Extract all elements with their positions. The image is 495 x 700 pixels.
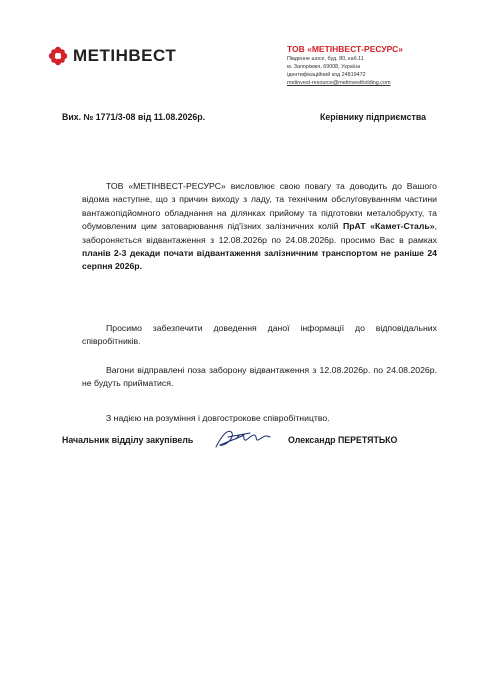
paragraph-main-part-1: ТОВ «МЕТІНВЕСТ-РЕСУРС» висловлює свою повагу та доводить до Вашого відома наступне, що з причин виходу з ладу, та технічним обслуговуванням частини вантажопідйомного обладнання на ділянках прийому та підготовки металобрухту, та обумовленим цим затоварювання під'їзних залізничних колій <box>82 181 437 232</box>
company-address-street: Південне шосе, буд. 80, каб.11 <box>287 56 364 62</box>
signature-block <box>62 435 462 455</box>
handwritten-signature <box>210 427 280 453</box>
company-email: metinvest-resource@metinvestholding.com <box>287 80 391 86</box>
logo-wordmark: МЕТІНВЕСТ <box>73 46 177 65</box>
paragraph-request <box>82 322 437 349</box>
signatory-name: Олександр ПЕРЕТЯТЬКО <box>288 435 398 445</box>
paragraph-main-company: ПрАТ «Камет-Сталь» <box>343 221 435 232</box>
company-address-city: м. Запоріжжя, 69008, Україна <box>287 64 361 70</box>
paragraph-wagons-text: Вагони відправлені поза заборону відвантаження з 12.08.2026р. по 24.08.2026р. не будуть прийматися. <box>82 365 437 389</box>
metinvest-logo-icon <box>47 45 69 67</box>
company-logo <box>47 45 176 67</box>
company-id-code: ідентифікаційний код 24819472 <box>287 72 366 78</box>
paragraph-main-emphasis: планів 2-3 декади почати відвантаження залізничним транспортом не раніше 24 серпня 2026р. <box>82 248 437 272</box>
paragraph-wagons <box>82 364 437 391</box>
paragraph-closing <box>82 412 437 425</box>
outgoing-number: Вих. № 1771/3-08 від 11.08.2026р. <box>62 112 206 122</box>
paragraph-request-text: Просимо забезпечити доведення даної інформації до відповідальних співробітників. <box>82 323 437 347</box>
signatory-title: Начальник відділу закупівель <box>62 435 194 445</box>
paragraph-closing-text: З надією на розуміння і довгострокове співробітництво. <box>106 413 330 423</box>
addressee: Керівнику підприємства <box>320 112 427 122</box>
company-details <box>287 44 467 87</box>
paragraph-main <box>82 180 437 274</box>
paragraph-main-part-2: , забороняється відвантаження з 12.08.2026р по 24.08.2026р. просимо Вас в рамках <box>82 221 437 245</box>
company-name: ТОВ «МЕТІНВЕСТ-РЕСУРС» <box>287 44 403 54</box>
